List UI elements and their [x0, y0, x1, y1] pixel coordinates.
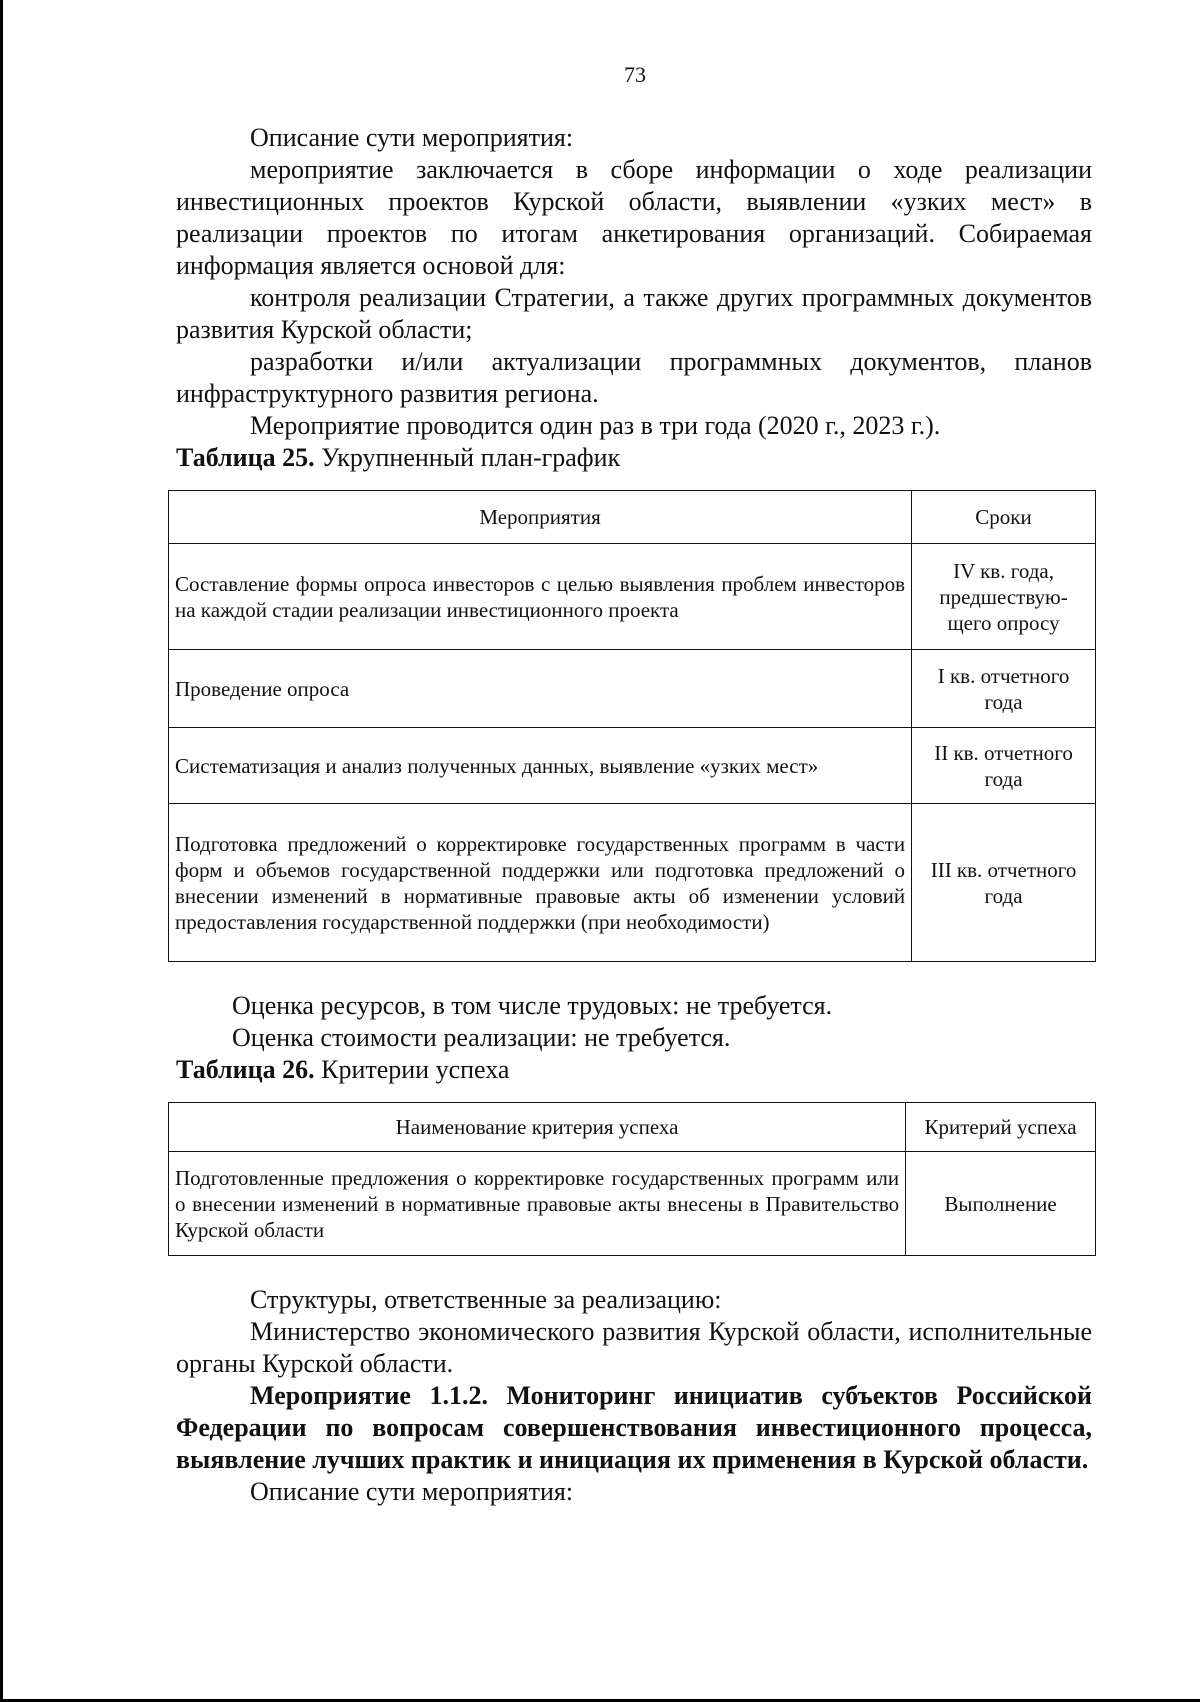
- scan-border-left: [0, 0, 3, 1702]
- table26-caption-number: Таблица 26.: [176, 1055, 315, 1084]
- description-heading-2: Описание сути мероприятия:: [250, 1477, 574, 1506]
- header-criterion-value: Критерий успеха: [906, 1103, 1096, 1152]
- table25-caption-title: Укрупненный план-график: [314, 443, 621, 472]
- table25-caption-number: Таблица 25.: [176, 443, 315, 472]
- table26-caption-title: Критерии успеха: [314, 1055, 510, 1084]
- table-header-row: [169, 1103, 1096, 1152]
- event-heading: Мероприятие 1.1.2. Мониторинг инициатив субъектов Российской Федерации по вопросам совершенствования инвестиционного процесса, выявление лучших практик и инициация их применения в Курской области.: [176, 1381, 1092, 1474]
- description-paragraph: мероприятие заключается в сборе информации о ходе реализации инвестиционных проектов Курской области, выявлении «узких мест» в реализации проектов по итогам анкетирования организаций. Собираемая информация является основой для:: [176, 155, 1092, 280]
- schedule-table: [168, 490, 1096, 962]
- criteria-table: [168, 1102, 1096, 1256]
- table-row: [169, 544, 1096, 650]
- criterion-name-cell: Подготовленные предложения о корректировке государственных программ или о внесении изменений в нормативные правовые акты внесены в Правительство Курской области: [169, 1152, 906, 1256]
- term-cell: II кв. отчетного года: [912, 728, 1096, 804]
- page-number: 73: [624, 62, 646, 87]
- table26-caption: [176, 1054, 1092, 1086]
- responsible-heading: Структуры, ответственные за реализацию:: [250, 1285, 722, 1314]
- activity-cell: Проведение опроса: [169, 650, 912, 728]
- activity-cell: Систематизация и анализ полученных данных, выявление «узких мест»: [169, 728, 912, 804]
- term-cell: III кв. отчетного года: [912, 804, 1096, 962]
- table-row: [169, 728, 1096, 804]
- table25-caption: [176, 442, 1092, 474]
- table-row: [169, 1152, 1096, 1256]
- responsible-paragraph: Министерство экономического развития Курской области, исполнительные органы Курской области.: [176, 1317, 1092, 1378]
- control-paragraph: контроля реализации Стратегии, а также других программных документов развития Курской области;: [176, 283, 1092, 344]
- development-paragraph: разработки и/или актуализации программных документов, планов инфраструктурного развития региона.: [176, 347, 1092, 408]
- header-criterion-name: Наименование критерия успеха: [169, 1103, 906, 1152]
- table-row: [169, 650, 1096, 728]
- activity-cell: Составление формы опроса инвесторов с целью выявления проблем инвесторов на каждой стадии реализации инвестиционного проекта: [169, 544, 912, 650]
- cost-paragraph: Оценка стоимости реализации: не требуется.: [232, 1023, 731, 1052]
- header-terms: Сроки: [912, 491, 1096, 544]
- term-cell: IV кв. года, предшествую-щего опросу: [912, 544, 1096, 650]
- page-content: [176, 122, 1092, 1508]
- term-cell: I кв. отчетного года: [912, 650, 1096, 728]
- criterion-value-cell: Выполнение: [906, 1152, 1096, 1256]
- resources-paragraph: Оценка ресурсов, в том числе трудовых: не требуется.: [232, 991, 833, 1020]
- table-row: [169, 804, 1096, 962]
- table-header-row: [169, 491, 1096, 544]
- header-activities: Мероприятия: [169, 491, 912, 544]
- activity-cell: Подготовка предложений о корректировке государственных программ в части форм и объемов государственной поддержки или подготовка предложений о внесении изменений в нормативные правовые акты об изменении условий предоставления государственной поддержки (при необходимости): [169, 804, 912, 962]
- description-heading: Описание сути мероприятия:: [250, 123, 574, 152]
- frequency-paragraph: Мероприятие проводится один раз в три года (2020 г., 2023 г.).: [250, 411, 941, 440]
